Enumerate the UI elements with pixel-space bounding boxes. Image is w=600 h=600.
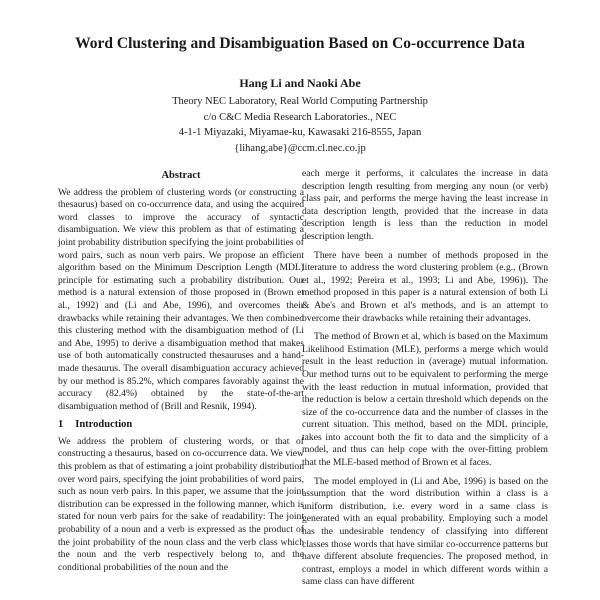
introduction-text: We address the problem of clustering words, or that of constructing a thesaurus, based on co-occurrence data. We view this problem as that of estimating a joint probability distribution over word pairs, specifying the joint probabilities of word pairs, such as noun verb pairs. In this paper, we assume that the joint distribution can be expressed in the following manner, which is stated for noun verb pairs for the sake of readability: The joint probability of a noun and a verb is expressed as the product of the joint probability of the noun class and the verb class which the noun and the verb respectively belong to, and the conditional probabilities of the noun and the — [58, 435, 304, 573]
paper-title: Word Clustering and Disambiguation Based on Co-occurrence Data — [75, 35, 525, 52]
left-column — [58, 170, 304, 580]
body-paragraph: The model employed in (Li and Abe, 1996) is based on the assumption that the word distribution within a class is a uniform distribution, i.e. every word in a same class is generated with an equal probability. Employing such a model has the undesirable tendency of classifying into different classes those words that have similar co-occurrence patterns but have different absolute frequencies. The proposed method, in contrast, employs a model in which different words within a same class can have different — [302, 475, 548, 588]
body-paragraph: each merge it performs, it calculates the increase in data description length resulting from merging any noun (or verb) class pair, and performs the merge having the least increase in data description length, provided that the increase in data description length is less than the reduction in model description length. — [302, 168, 548, 242]
abstract-text: We address the problem of clustering words (or constructing a thesaurus) based on co-occurrence data, and using the acquired word classes to improve the accuracy of syntactic disambiguation. We view this problem as that of estimating a joint probability distribution specifying the joint probabilities of word pairs, such as noun verb pairs. We propose an efficient algorithm based on the Minimum Description Length (MDL) principle for estimating such a probability distribution. Our method is a natural extension of those proposed in (Brown et al., 1992) and (Li and Abe, 1996), and overcomes their drawbacks while retaining their advantages. We then combined this clustering method with the disambiguation method of (Li and Abe, 1995) to derive a disambiguation method that makes use of both automatically constructed thesauruses and a hand-made thesaurus. The overall disambiguation accuracy achieved by our method is 85.2%, which compares favorably against the accuracy (82.4%) obtained by the state-of-the-art disambiguation method of (Brill and Resnik, 1994). — [58, 186, 304, 412]
abstract-heading: Abstract — [161, 170, 201, 181]
section-number: 1 — [58, 419, 64, 431]
body-paragraph: There have been a number of methods proposed in the literature to address the word clustering problem (e.g., (Brown et al., 1992; Pereira et al., 1993; Li and Abe, 1996)). The method proposed in this paper is a natural extension of both Li & Abe's and Brown et al's methods, and is an attempt to overcome their drawbacks while retaining their advantages. — [302, 249, 548, 324]
affiliation-line: 4-1-1 Miyazaki, Miyamae-ku, Kawasaki 216-8555, Japan — [178, 127, 422, 138]
affiliation-line: c/o C&C Media Research Laboratories., NEC — [203, 111, 397, 123]
right-column — [302, 168, 548, 595]
author-affiliation — [40, 94, 560, 156]
section-heading — [58, 419, 304, 432]
affiliation-line: Theory NEC Laboratory, Real World Computing Partnership — [172, 96, 428, 107]
author-email: {lihang,abe}@ccm.cl.nec.co.jp — [234, 142, 366, 154]
section-title: Introduction — [75, 419, 133, 431]
body-paragraph: The method of Brown et al, which is based on the Maximum Likelihood Estimation (MLE), performs a merge which would result in the least reduction in (average) mutual information. Our method turns out to be equivalent to performing the merge with the least reduction in mutual information, provided that the reduction is below a certain threshold which depends on the size of the co-occurrence data and the number of classes in the current situation. This method, based on the MDL principle, takes into account both the fit to data and the simplicity of a model, and thus can help cope with the over-fitting problem that the MLE-based method of Brown et al faces. — [302, 331, 548, 469]
paper-authors: Hang Li and Naoki Abe — [239, 76, 361, 90]
